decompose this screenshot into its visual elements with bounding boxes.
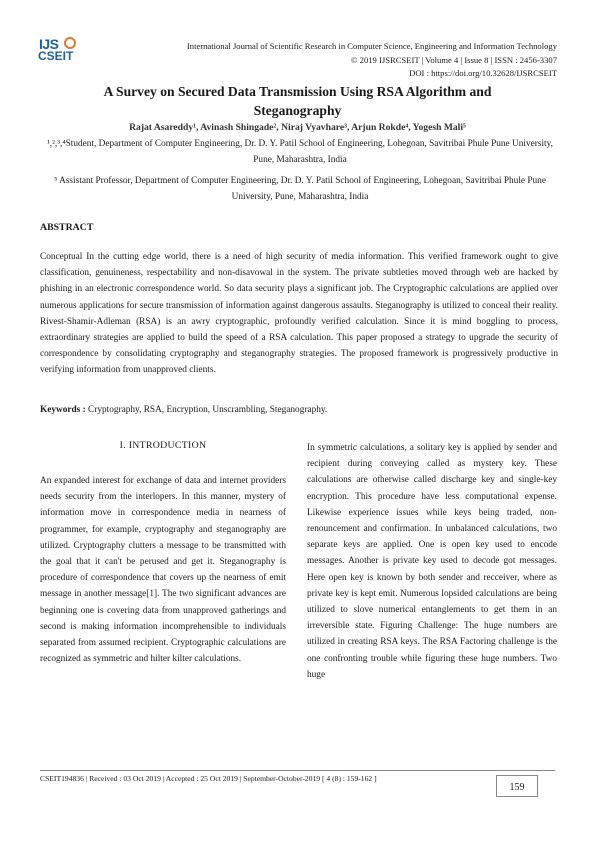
intro-left-column: An expanded interest for exchange of data and internet providers needs security from the interlopers. In this manner, mystery of information move in correspondence media in nearness of programmer, for example, cryptography and steganography are utilized. Cryptography clutters a message to be transmitted with the goal that it can't be perused and get it. Steganography is procedure of correspondence that covers up the nearness of emit message in another message[1]. The two significant advances are beginning one is covering data from unapproved gatherings and second is making information incomprehensible to individuals separated from assumed recipient. Cryptographic calculations are recognized as symmetric and hilter kilter calculations. <box>40 476 286 665</box>
footer-divider <box>40 770 555 771</box>
author-list: Rajat Asareddy¹, Avinash Shingade², Niraj Vyavhare³, Arjun Rokde⁴, Yogesh Mali⁵ <box>129 122 466 133</box>
page-number: 159 <box>509 782 525 793</box>
keywords-list: Cryptography, RSA, Encryption, Unscrambling, Steganography. <box>88 405 328 415</box>
keywords-label: Keywords : <box>40 405 86 415</box>
footer-text: CSEIT194836 | Received : 03 Oct 2019 | Accepted : 25 Oct 2019 | September-October-2019 [ 4 (8) : 159-162 ] <box>40 774 377 783</box>
affiliation-students: ¹,²,³,⁴Student, Department of Computer Engineering, Dr. D. Y. Patil School of Engineering, Lohegoan, Savitribai Phule Pune University, Pune, Maharashtra, India <box>47 139 553 165</box>
keywords <box>40 405 558 415</box>
logo-text-top: IJS <box>39 36 59 52</box>
doi: DOI : https://doi.org/10.32628/IJSRCSEIT <box>409 68 557 79</box>
abstract-heading: ABSTRACT <box>40 222 94 233</box>
volume-info: © 2019 IJSRCSEIT | Volume 4 | Issue 8 | ISSN : 2456-3307 <box>350 54 557 65</box>
intro-right-column: In symmetric calculations, a solitary key is applied by sender and recipient during conveying called as mystery key. These calculations are otherwise called discharge key and single-key encryption. This procedure have less computational expense. Likewise experience issues while keys being traded, non-renouncement and confirmation. In unbalanced calculations, two separate keys are applied. One is open key used to encode messages. Another is private key used to decode got messages. Here open key is known by both sender and recceiver, where as private key is kept emit. Numerous lopsided calculations are being utilized to slove numerical entanglements to get them in an irreversible state. Figuring Challenge: The huge numbers are utilized in creating RSA keys. The RSA Factoring challenge is the one confronting trouble while figuring these huge numbers. Two huge <box>307 443 557 680</box>
logo-text-bottom: CSEIT <box>38 49 74 63</box>
paper-title: A Survey on Secured Data Transmission Using RSA Algorithm and Steganography <box>103 84 492 118</box>
journal-logo <box>38 36 86 66</box>
journal-header <box>187 40 557 81</box>
journal-name: International Journal of Scientific Research in Computer Science, Engineering and Information Technology <box>186 41 557 51</box>
abstract-text: Conceptual In the cutting edge world, there is a need of high security of media information. This verified framework ought to give classification, genuineness, respectability and non-disavowal in the system. The private subtleties moved through web are hacked by phishing in an electronic correspondence world. So data security plays a significant job. The Cryptographic calculations are applied over numerous applications for secure transmission of information against dangerous assaults. Steganography is utilized to conceal their reality. Rivest-Shamir-Adleman (RSA) is an awry cryptographic, profoundly verified calculation. Since it is mind boggling to process, extraordinary strategies are applied to build the speed of a RSA calculation. This paper proposed a strategy to upgrade the security of correspondence by consolidating cryptography and steganography strategies. The proposed framework is progressively productive in verifying information from unapproved clients. <box>40 252 558 376</box>
section-heading-introduction: I. INTRODUCTION <box>119 440 207 451</box>
logo-ring-icon <box>64 37 76 49</box>
affiliation-professor: ⁵ Assistant Professor, Department of Computer Engineering, Dr. D. Y. Patil School of Engineering, Lohegoan, Savitribai Phule Pune University, Pune, Maharashtra, India <box>54 176 546 202</box>
